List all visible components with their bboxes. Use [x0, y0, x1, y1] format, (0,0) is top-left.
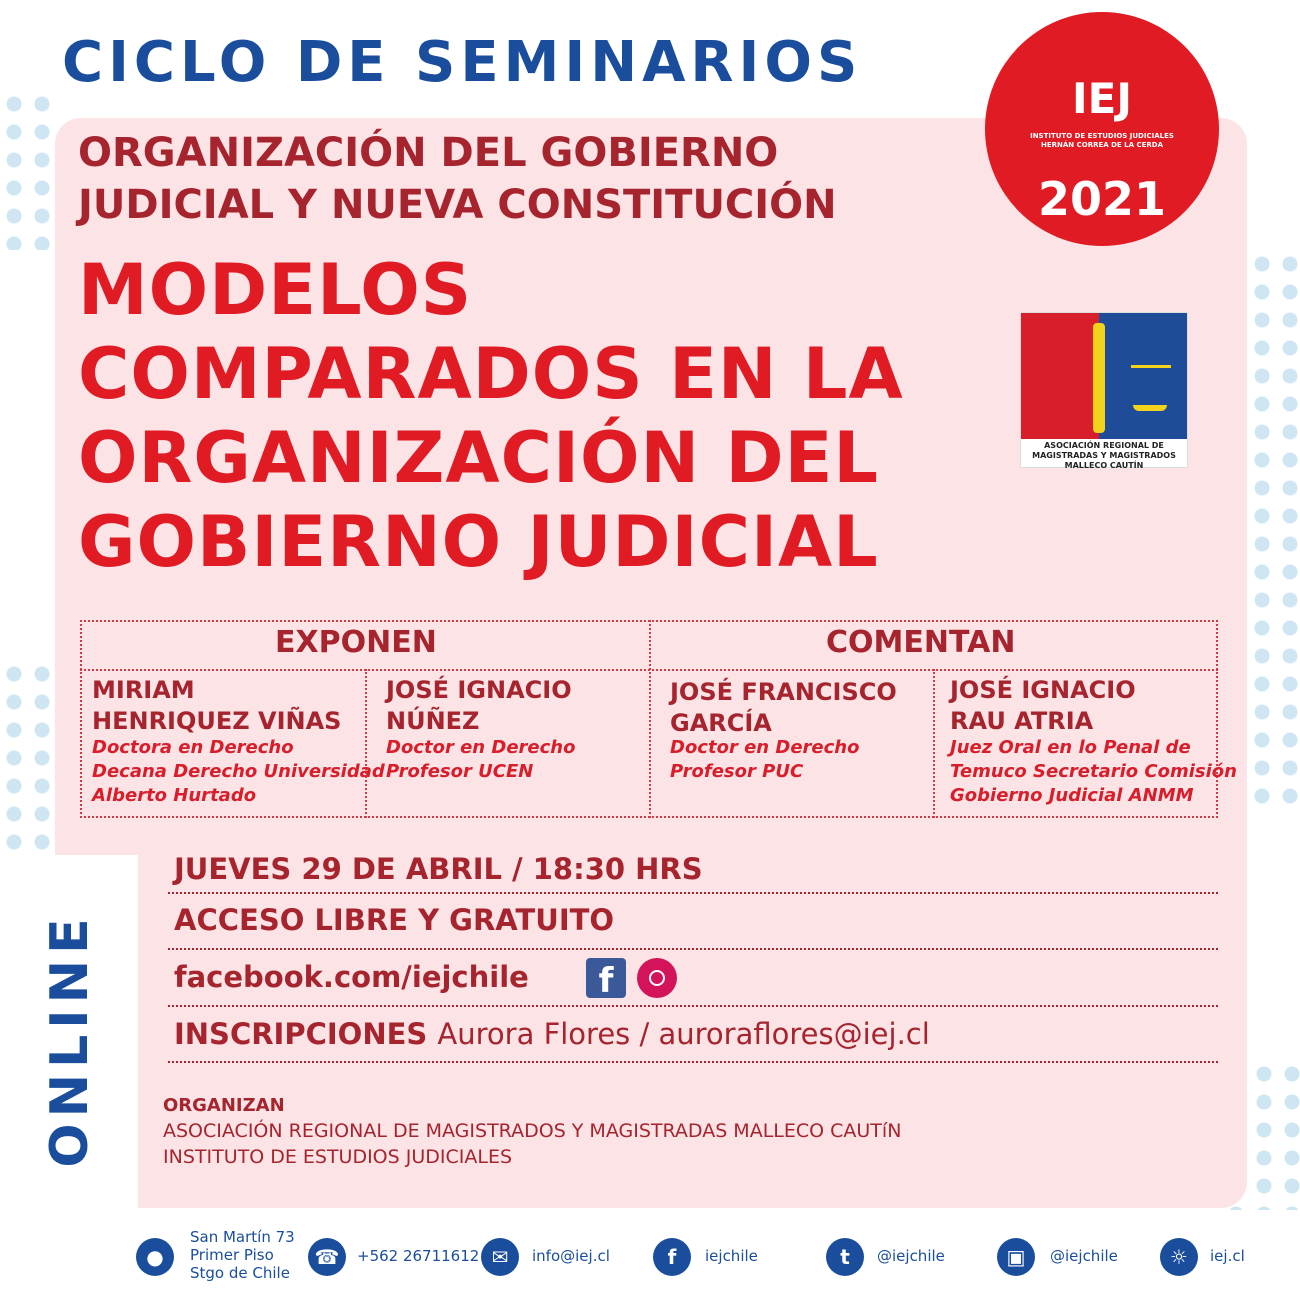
decorative-dots-right	[1248, 250, 1300, 810]
speaker-1-role-line-1: Doctora en Derecho	[92, 737, 294, 758]
info-separator	[168, 1061, 1218, 1063]
info-separator	[168, 1005, 1218, 1007]
address-line-2: Primer Piso	[190, 1246, 274, 1264]
speaker-4-role-line-1: Juez Oral en lo Penal de	[950, 737, 1191, 758]
speaker-4-name-line-2: RAU ATRIA	[950, 707, 1094, 735]
twitter-icon: t	[826, 1238, 864, 1276]
association-logo-caption: ASOCIACIÓN REGIONAL DE MAGISTRADAS Y MAGISTRADOS MALLECO CAUTÍN	[1032, 441, 1176, 470]
speaker-3-role-line-2: Profesor PUC	[670, 761, 804, 782]
organizer-1: ASOCIACIÓN REGIONAL DE MAGISTRADOS Y MAGISTRADAS MALLECO CAUTíN	[163, 1120, 902, 1142]
main-title-line-1: MODELOS	[78, 249, 473, 331]
subtitle-line-2: JUDICIAL Y NUEVA CONSTITUCIÓN	[78, 182, 837, 228]
speakers-header-rule	[80, 669, 1218, 671]
event-year: 2021	[1037, 172, 1167, 226]
speaker-4-name-line-1: JOSÉ IGNACIO	[950, 676, 1136, 704]
association-logo	[1020, 312, 1188, 468]
speaker-3-role-line-1: Doctor en Derecho	[670, 737, 860, 758]
logo-scale-pan	[1133, 405, 1167, 411]
speaker-2-role-line-1: Doctor en Derecho	[386, 737, 576, 758]
main-title-line-3: ORGANIZACIÓN DEL	[78, 417, 880, 499]
speaker-4-role-line-2: Temuco Secretario Comisión	[950, 761, 1237, 782]
iej-institute-name: INSTITUTO DE ESTUDIOS JUDICIALES HERNÁN CORREA DE LA CERDA	[1030, 132, 1174, 149]
speaker-1-role-line-3: Alberto Hurtado	[92, 785, 257, 806]
speaker-2-name-line-2: NÚÑEZ	[386, 707, 480, 735]
logo-blue-field	[1099, 313, 1187, 439]
speaker-1-role-line-2: Decana Derecho Universidad	[92, 761, 385, 782]
speakers-divider-left	[365, 669, 367, 818]
speaker-1-name-line-2: HENRIQUEZ VIÑAS	[92, 707, 342, 735]
logo-red-field	[1021, 313, 1099, 439]
organizer-2: INSTITUTO DE ESTUDIOS JUDICIALES	[163, 1146, 513, 1168]
facebook-icon: f	[586, 958, 626, 998]
live-stream-icon	[637, 958, 677, 998]
footer-facebook[interactable]: iejchile	[705, 1247, 758, 1265]
speaker-1-name-line-1: MIRIAM	[92, 676, 195, 704]
instagram-icon: ▣	[997, 1238, 1035, 1276]
decorative-dots-left	[0, 90, 60, 250]
phone-icon: ☎	[308, 1238, 346, 1276]
footer-email[interactable]: info@iej.cl	[532, 1247, 610, 1265]
speaker-2-role-line-2: Profesor UCEN	[386, 761, 534, 782]
organizers-title: ORGANIZAN	[163, 1095, 285, 1116]
speaker-4-role-line-3: Gobierno Judicial ANMM	[950, 785, 1194, 806]
info-separator	[168, 948, 1218, 950]
subtitle-line-1: ORGANIZACIÓN DEL GOBIERNO	[78, 130, 779, 176]
footer-instagram[interactable]: @iejchile	[1050, 1247, 1118, 1265]
globe-icon: ☼	[1160, 1238, 1198, 1276]
online-label: ONLINE	[40, 912, 100, 1168]
event-date: JUEVES 29 DE ABRIL / 18:30 HRS	[174, 852, 703, 886]
speakers-divider-main	[649, 620, 651, 818]
logo-scale-bar	[1131, 365, 1171, 368]
email-icon: ✉	[481, 1238, 519, 1276]
event-access: ACCESO LIBRE Y GRATUITO	[174, 903, 615, 937]
address-line-3: Stgo de Chile	[190, 1264, 290, 1282]
speaker-2-name-line-1: JOSÉ IGNACIO	[386, 676, 572, 704]
registration-line	[174, 1017, 930, 1051]
iej-year-badge	[985, 12, 1219, 246]
facebook-footer-icon: f	[653, 1238, 691, 1276]
facebook-link[interactable]: facebook.com/iejchile	[174, 960, 529, 994]
decorative-dots-bottom-left	[0, 660, 55, 860]
main-title-line-2: COMPARADOS EN LA	[78, 333, 904, 415]
logo-tree-trunk	[1093, 323, 1105, 433]
expose-header: EXPONEN	[275, 625, 437, 660]
main-title-line-4: GOBIERNO JUDICIAL	[78, 501, 879, 583]
info-separator	[168, 892, 1218, 894]
speaker-3-name-line-2: GARCÍA	[670, 709, 772, 737]
speaker-3-name-line-1: JOSÉ FRANCISCO	[670, 678, 897, 706]
speakers-divider-right	[933, 669, 935, 818]
footer-web[interactable]: iej.cl	[1210, 1247, 1245, 1265]
location-pin-icon: ●	[136, 1238, 174, 1276]
series-title: CICLO DE SEMINARIOS	[62, 30, 863, 95]
registration-contact[interactable]: Aurora Flores / auroraflores@iej.cl	[437, 1017, 930, 1051]
footer-phone[interactable]: +562 26711612	[357, 1247, 480, 1265]
address-line-1: San Martín 73	[190, 1228, 295, 1246]
comment-header: COMENTAN	[826, 625, 1016, 660]
iej-logo: IEJ	[1072, 74, 1132, 123]
online-tab	[0, 855, 138, 1210]
footer-twitter[interactable]: @iejchile	[877, 1247, 945, 1265]
registration-label: INSCRIPCIONES	[174, 1017, 428, 1051]
